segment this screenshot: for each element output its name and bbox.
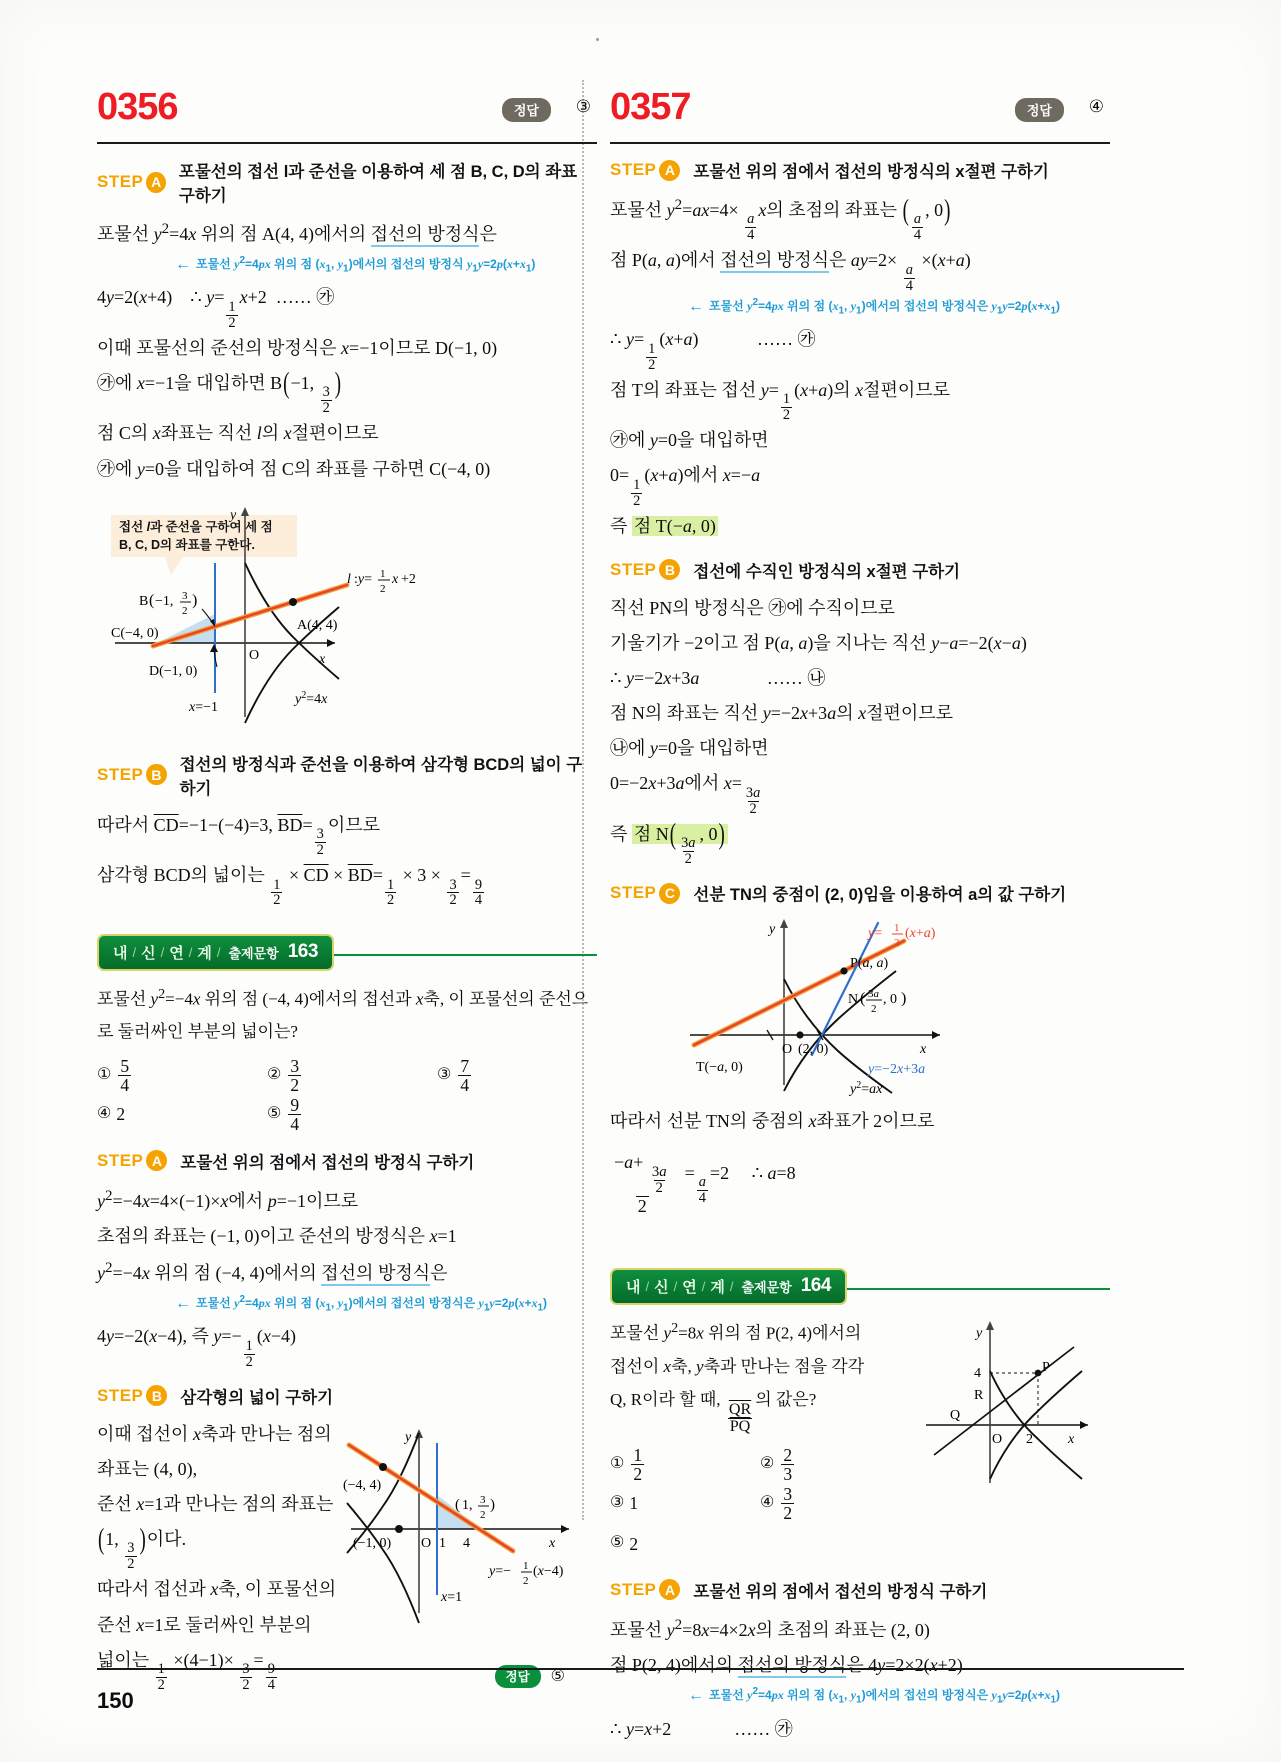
svg-text::y=: :y=: [354, 571, 373, 587]
solution-line: 4y=−2(x−4), 즉 y=− $\frac{1}{2}$ (x−4): [97, 1326, 297, 1370]
answer-value: ④: [1088, 97, 1104, 116]
svg-text:1: 1: [439, 1535, 446, 1551]
choice-den: 2: [783, 1503, 793, 1524]
svg-text:x: x: [319, 651, 326, 667]
svg-text:(: (: [455, 1496, 460, 1513]
choice-den: 3: [783, 1464, 793, 1485]
svg-text:): ): [901, 990, 907, 1007]
svg-text:O: O: [249, 647, 260, 663]
tag-number: 163: [287, 941, 318, 963]
header-rule: [610, 142, 1110, 144]
svg-text:3a: 3a: [868, 988, 879, 1000]
svg-text:2: 2: [523, 1574, 529, 1587]
reference-text: 포물선 $y^2=4px$ 위의 점 ($x_1$, $y_1$)에서의 접선의 방정식 $y_1y=2p(x+x_1)$: [196, 255, 536, 275]
answer-value: ③: [575, 97, 591, 116]
final-equation-0357: [610, 1153, 1110, 1216]
solution-line: 직선 PN의 방정식은 ㉮에 수직이므로: [610, 597, 896, 618]
svg-text:T(−a, 0): T(−a, 0): [696, 1060, 743, 1075]
solution-line: 점 N의 좌표는 직선 y=−2x+3a의 x절편이므로: [610, 702, 954, 723]
step-word: STEP: [97, 1385, 144, 1405]
choices-164: [610, 1446, 910, 1564]
choice-row: [97, 1094, 597, 1134]
choice-item[interactable]: [760, 1446, 796, 1483]
solution-line: 점 P(2, 4)에서의 접선의 방정식은 4y=2×2(x+2): [610, 1648, 1110, 1683]
question-line: 포물선 $y^2=-4x$ 위의 점 (−4, 4)에서의 접선과 x축, 이 포물선의 준선으: [97, 986, 589, 1010]
arrow-left-icon: ←: [175, 1294, 189, 1312]
step-a-0356: [97, 158, 597, 206]
solution-line: 준선 x=1로 둘러싸인 부분의: [97, 1614, 312, 1635]
problem-header-0357: [610, 88, 1110, 140]
svg-text:x=−1: x=−1: [189, 699, 219, 715]
choice-item[interactable]: [437, 1057, 473, 1094]
svg-text:y=−2x+3a: y=−2x+3a: [868, 1062, 926, 1077]
choice-num: 5: [120, 1055, 130, 1076]
solution-line: ㉮에 y=0을 대입하면: [610, 430, 769, 451]
choice-mark: ①: [610, 1455, 625, 1473]
svg-text:(−1, 0): (−1, 0): [353, 1535, 392, 1551]
svg-text:3: 3: [182, 589, 188, 602]
solution-line: 0=−2x+3a에서 x= $\frac{3a}{2}$: [610, 773, 761, 817]
choice-value: 2: [116, 1104, 126, 1125]
step-letter: B: [146, 1385, 167, 1406]
solution-line: 점 C의 x좌표는 직선 l의 x절편이므로: [97, 423, 379, 444]
choice-den: 4: [460, 1075, 470, 1096]
svg-text:−1,: −1,: [155, 593, 174, 609]
step-letter: A: [146, 172, 165, 193]
link-question-163: [97, 981, 597, 1047]
choice-mark: ③: [437, 1066, 452, 1084]
step-word: STEP: [610, 160, 657, 179]
svg-text:1,: 1,: [462, 1497, 473, 1513]
svg-text:y=−: y=−: [489, 1563, 512, 1579]
svg-text:O: O: [992, 1432, 1003, 1448]
svg-text:x=1: x=1: [441, 1589, 463, 1605]
choice-item[interactable]: [760, 1483, 796, 1523]
tag-number: 164: [800, 1275, 831, 1297]
answer-pill: 정답: [495, 1665, 541, 1688]
svg-text:x: x: [1068, 1432, 1075, 1448]
choice-mark: ⑤: [610, 1534, 625, 1552]
solution-line: 따라서 접선과 x축, 이 포물선의: [97, 1579, 337, 1600]
step-title: 포물선의 접선 l과 준선을 이용하여 세 점 B, C, D의 좌표 구하기: [178, 163, 578, 205]
header-rule: [97, 142, 597, 144]
link-164-text: [610, 1315, 910, 1564]
problem-number: 0356: [97, 86, 178, 128]
svg-text:l: l: [347, 571, 351, 587]
choice-row: [610, 1524, 910, 1564]
choice-row: [97, 1057, 597, 1094]
choice-num: 7: [460, 1055, 470, 1076]
solution-line: 넓이는 $\frac{1}{2}$ ×(4−1)× $\frac{3}{2}$ = $\frac{9}{4}$: [97, 1649, 275, 1694]
svg-text:1: 1: [380, 567, 386, 580]
solution-line: 0= $\frac{1}{2}$ (x+a)에서 x=−a: [610, 465, 761, 509]
svg-text:y: y: [230, 507, 237, 523]
solution-line: $y^2=-4x$ 위의 점 (−4, 4)에서의 접선의 방정식은: [97, 1254, 597, 1291]
step-a-164: [610, 1578, 1110, 1602]
svg-text:접선 l과 준선을 구하여 세 점: 접선 l과 준선을 구하여 세 점: [119, 519, 273, 534]
reference-note: [175, 255, 597, 274]
svg-text:x: x: [920, 1042, 927, 1057]
solution-line: 4y=2(x+4) ∴ y= $\frac{1}{2}$ x+2 …… ㉮: [97, 287, 335, 331]
figure-0357: [672, 915, 1110, 1100]
solution-line: ∴ y=x+2 …… ㉮: [610, 1718, 793, 1739]
choice-num: 3: [290, 1055, 300, 1076]
figure-163: [341, 1417, 593, 1637]
solution-line: 점 T의 좌표는 접선 y= $\frac{1}{2}$ (x+a)의 x절편이므로: [610, 379, 951, 424]
choice-item[interactable]: [97, 1057, 267, 1094]
registration-dot: [596, 38, 599, 41]
step-letter: A: [659, 160, 680, 181]
solution-line: 기울기가 −2이고 점 P(a, a)을 지나는 직선 y−a=−2(x−a): [610, 632, 1027, 653]
answer-badge: 정답: [1015, 98, 1064, 122]
svg-text:): ): [192, 591, 198, 609]
step-letter: B: [659, 559, 680, 580]
svg-text:N: N: [848, 992, 859, 1007]
svg-text:A(4, 4): A(4, 4): [297, 617, 338, 633]
svg-text:+2: +2: [401, 571, 416, 587]
choice-item[interactable]: [610, 1524, 638, 1564]
link-164-body: [610, 1315, 1110, 1564]
choice-den: 2: [633, 1464, 643, 1485]
solution-line: $y^2=-4x=4\times(-1)\times x$에서 p=−1이므로: [97, 1187, 359, 1211]
reference-text: 포물선 $y^2=4px$ 위의 점 ($x_1$, $y_1$)에서의 접선의 방정식은 $y_1y=2p(x+x_1)$: [196, 1293, 548, 1314]
choice-mark: ①: [97, 1066, 112, 1084]
svg-text:2: 2: [182, 604, 188, 617]
svg-text:O: O: [782, 1042, 793, 1057]
step-word: STEP: [610, 883, 657, 902]
choice-num: 1: [633, 1445, 643, 1466]
tag-word: 신: [654, 1278, 669, 1296]
footer-rule: [97, 1668, 1184, 1670]
step-title: 포물선 위의 점에서 접선의 방정식 구하기: [180, 1153, 475, 1172]
svg-text:4: 4: [463, 1535, 470, 1551]
svg-text:R: R: [974, 1388, 984, 1404]
arrow-left-icon: ←: [688, 297, 702, 315]
arrow-left-icon: ←: [688, 1686, 702, 1704]
equation-tail: = $\frac{a}{4}$ =2 ∴ a=8: [684, 1162, 796, 1207]
svg-text:y2=ax: $y^2=ax$: [850, 1080, 883, 1097]
question-line: 로 둘러싸인 부분의 넓이는?: [97, 1021, 298, 1041]
svg-text:(: (: [149, 591, 155, 609]
step-word: STEP: [97, 764, 144, 784]
choice-item[interactable]: [97, 1094, 267, 1134]
svg-text:(: (: [860, 990, 866, 1007]
solution-line: 포물선 $y^2=ax=4\times$ $\frac{a}{4}$ x의 초점의 좌표는 ( $\frac{a}{4}$ , 0): [610, 195, 951, 244]
step-word: STEP: [97, 1150, 144, 1170]
svg-text:Q: Q: [950, 1408, 961, 1424]
problem-number: 0357: [610, 86, 691, 128]
tag-word: 신: [141, 944, 156, 962]
choices-163: [97, 1057, 597, 1135]
step-b-163-body: [97, 1417, 597, 1693]
step-b-0357: [610, 558, 1110, 582]
reference-text: 포물선 $y^2=4px$ 위의 점 ($x_1$, $y_1$)에서의 접선의 방정식은 $y_1y=2p(x+x_1)$: [709, 296, 1061, 317]
svg-text:P: P: [1042, 1360, 1050, 1376]
choice-mark: ④: [97, 1105, 112, 1123]
choice-item[interactable]: [610, 1446, 760, 1483]
svg-text:y=: y=: [868, 926, 883, 941]
solution-line: 즉 점 T(−a, 0): [610, 515, 716, 536]
problem-header-0356: [97, 88, 597, 140]
choice-item[interactable]: [267, 1057, 437, 1094]
svg-text:D(−1, 0): D(−1, 0): [149, 663, 198, 679]
solution-line: 이때 포물선의 준선의 방정식은 x=−1이므로 D(−1, 0): [97, 337, 498, 358]
svg-text:): ): [490, 1496, 495, 1513]
choice-mark: ②: [760, 1455, 775, 1473]
svg-text:2: 2: [1026, 1432, 1033, 1448]
svg-text:(−4, 4): (−4, 4): [343, 1477, 382, 1493]
choice-mark: ⑤: [267, 1105, 282, 1123]
step-title: 접선의 방정식과 준선을 이용하여 삼각형 BCD의 넓이 구하기: [179, 755, 583, 798]
reference-text: 포물선 $y^2=4px$ 위의 점 ($x_1$, $y_1$)에서의 접선의 방정식은 $y_1y=2p(x+x_1)$: [709, 1686, 1061, 1706]
svg-text:2: 2: [380, 582, 386, 595]
left-column: [97, 86, 597, 1694]
svg-text:, 0: , 0: [883, 992, 897, 1007]
svg-text:P(a, a): P(a, a): [850, 956, 889, 971]
step-word: STEP: [610, 559, 657, 579]
step-title: 포물선 위의 점에서 접선의 방정식 구하기: [693, 1582, 988, 1601]
tag-label: 출제문항: [741, 1279, 792, 1295]
step-letter: A: [146, 1150, 167, 1171]
svg-text:3: 3: [480, 1493, 486, 1506]
svg-text:2: 2: [871, 1003, 877, 1015]
svg-text:O: O: [421, 1535, 432, 1551]
choice-num: 3: [783, 1483, 793, 1504]
svg-text:(2, 0): (2, 0): [798, 1042, 829, 1057]
step-title: 포물선 위의 점에서 접선의 방정식의 x절편 구하기: [693, 163, 1049, 181]
tag-word: 계: [197, 944, 212, 962]
step-word: STEP: [610, 1579, 657, 1599]
tag-word: 내: [113, 944, 128, 962]
step-b-163-text: [97, 1417, 335, 1693]
solution-line: 즉 점 N( $\frac{3a}{2}$ , 0): [610, 817, 1110, 867]
step-a-0357: [610, 158, 1110, 182]
page-number: 150: [97, 1688, 134, 1713]
answer-badge: 정답: [502, 98, 551, 122]
internal-link-164: [610, 1268, 1110, 1305]
choice-row: [610, 1483, 910, 1523]
svg-text:x: x: [392, 571, 399, 587]
step-word: STEP: [97, 172, 144, 191]
solution-line: 초점의 좌표는 (−1, 0)이고 준선의 방정식은 x=1: [97, 1225, 457, 1246]
solution-line: (1, $\frac{3}{2}$ )이다.: [98, 1524, 187, 1573]
answer-value: ⑤: [550, 1668, 565, 1686]
choice-mark: ④: [760, 1494, 775, 1512]
svg-text:x: x: [549, 1535, 556, 1551]
svg-text:C(−4, 0): C(−4, 0): [111, 625, 159, 641]
svg-text:1: 1: [523, 1559, 529, 1572]
choice-mark: ③: [610, 1494, 625, 1512]
solution-line: ∴ y= $\frac{1}{2}$ (x+a) …… ㉮: [610, 329, 816, 373]
right-column: [610, 88, 1110, 1747]
solution-line: 포물선 $y^2=8x=4\times 2x$의 초점의 좌표는 (2, 0): [610, 1616, 930, 1640]
solution-line: 따라서 $\overline{CD}=-1-(-4)=3$, $\overline{BD}=$ $\frac{3}{2}$ 이므로: [97, 814, 380, 859]
solution-line: 포물선 $y^2=4x$ 위의 점 A(4, 4)에서의 접선의 방정식은: [97, 215, 597, 252]
svg-text:2: 2: [480, 1508, 486, 1521]
reference-note: [688, 1686, 1110, 1705]
svg-text:2: 2: [894, 937, 900, 949]
solution-line: 좌표는 (4, 0),: [97, 1458, 198, 1479]
reference-note: [175, 1294, 597, 1313]
step-letter: B: [146, 764, 166, 785]
step-b-163: [97, 1384, 597, 1408]
solution-line: 삼각형 BCD의 넓이는 $\frac{1}{2}$ × $\overline{CD} \times \overline{BD}=$ $\frac{1}{2}$ × 3 × $\frac{3}{2}$ = $\frac{9}{4}$: [97, 865, 483, 909]
tag-word: 내: [626, 1278, 641, 1296]
choice-num: 2: [783, 1445, 793, 1466]
figure-164: [916, 1315, 1102, 1500]
svg-text:y2=4x: $y^2=4x$: [295, 689, 328, 707]
solution-line: ∴ y=−2x+3a …… ㉯: [610, 667, 826, 688]
svg-text:1: 1: [894, 922, 900, 934]
choice-row: [610, 1446, 910, 1483]
internal-link-163: [97, 934, 597, 971]
step-a-163: [97, 1149, 597, 1173]
choice-den: 4: [290, 1113, 300, 1134]
solution-line: ㉯에 y=0을 대입하면: [610, 738, 769, 759]
solution-line: 따라서 선분 TN의 중점의 x좌표가 2이므로: [610, 1111, 935, 1131]
choice-num: 9: [290, 1094, 300, 1115]
choice-value: 2: [629, 1533, 639, 1554]
svg-text:B: B: [139, 593, 149, 609]
choice-den: 4: [120, 1075, 130, 1096]
step-title: 삼각형의 넓이 구하기: [180, 1388, 334, 1407]
svg-text:y: y: [405, 1429, 412, 1445]
step-b-0356: [97, 751, 597, 799]
tag-word: 계: [710, 1278, 725, 1296]
question-line: Q, R이라 할 때, $\frac{\overline{QR}}{PQ}$ 의 값은?: [610, 1390, 817, 1436]
midpoint-fraction: −a+ $\frac{3a}{2}$ 2: [614, 1152, 667, 1217]
solution-line: 이때 접선이 x축과 만나는 점의: [97, 1423, 332, 1444]
reference-note: [688, 297, 1110, 316]
choice-mark: ②: [267, 1066, 282, 1084]
question-line: 접선이 x축, y축과 만나는 점을 각각: [610, 1356, 865, 1376]
banner-tag: 내 / 신 / 연 / 계 / 출제문항 163: [97, 934, 334, 971]
choice-item[interactable]: [267, 1094, 437, 1134]
banner-tag: 내 / 신 / 연 / 계 / 출제문항 164: [610, 1268, 847, 1305]
svg-text:B, C, D의 좌표를 구한다.: B, C, D의 좌표를 구한다.: [119, 537, 255, 552]
svg-text:y: y: [769, 922, 776, 937]
tag-word: 연: [169, 944, 184, 962]
solution-line: ㉮에 x=−1을 대입하면 B(−1, $\frac{3}{2}$ ): [97, 368, 342, 417]
solution-line: 점 P(a, a)에서 접선의 방정식은 ay=2× $\frac{a}{4}$ ×(x+a): [610, 250, 971, 294]
step-title: 접선에 수직인 방정식의 x절편 구하기: [693, 562, 961, 581]
figure-0356: [97, 497, 597, 737]
question-line: 포물선 $y^2=8x$ 위의 점 P(2, 4)에서의: [610, 1320, 862, 1343]
step-letter: C: [659, 883, 680, 904]
step-letter: A: [659, 1579, 680, 1600]
step-c-0357: [610, 881, 1110, 905]
choice-item[interactable]: [610, 1483, 760, 1523]
svg-text:(x+a): (x+a): [905, 926, 936, 941]
tag-word: 연: [682, 1278, 697, 1296]
svg-text:4: 4: [974, 1366, 981, 1382]
choice-value: 1: [629, 1493, 639, 1514]
solution-line: ㉮에 y=0을 대입하여 점 C의 좌표를 구하면 C(−4, 0): [97, 458, 491, 479]
tag-label: 출제문항: [228, 945, 279, 961]
step-title: 선분 TN의 중점이 (2, 0)임을 이용하여 a의 값 구하기: [693, 886, 1067, 904]
solution-line: 준선 x=1과 만나는 점의 좌표는: [97, 1493, 334, 1514]
svg-text:(x−4): (x−4): [533, 1563, 564, 1579]
arrow-left-icon: ←: [175, 255, 189, 273]
svg-text:y: y: [976, 1326, 983, 1342]
choice-den: 2: [290, 1075, 300, 1096]
